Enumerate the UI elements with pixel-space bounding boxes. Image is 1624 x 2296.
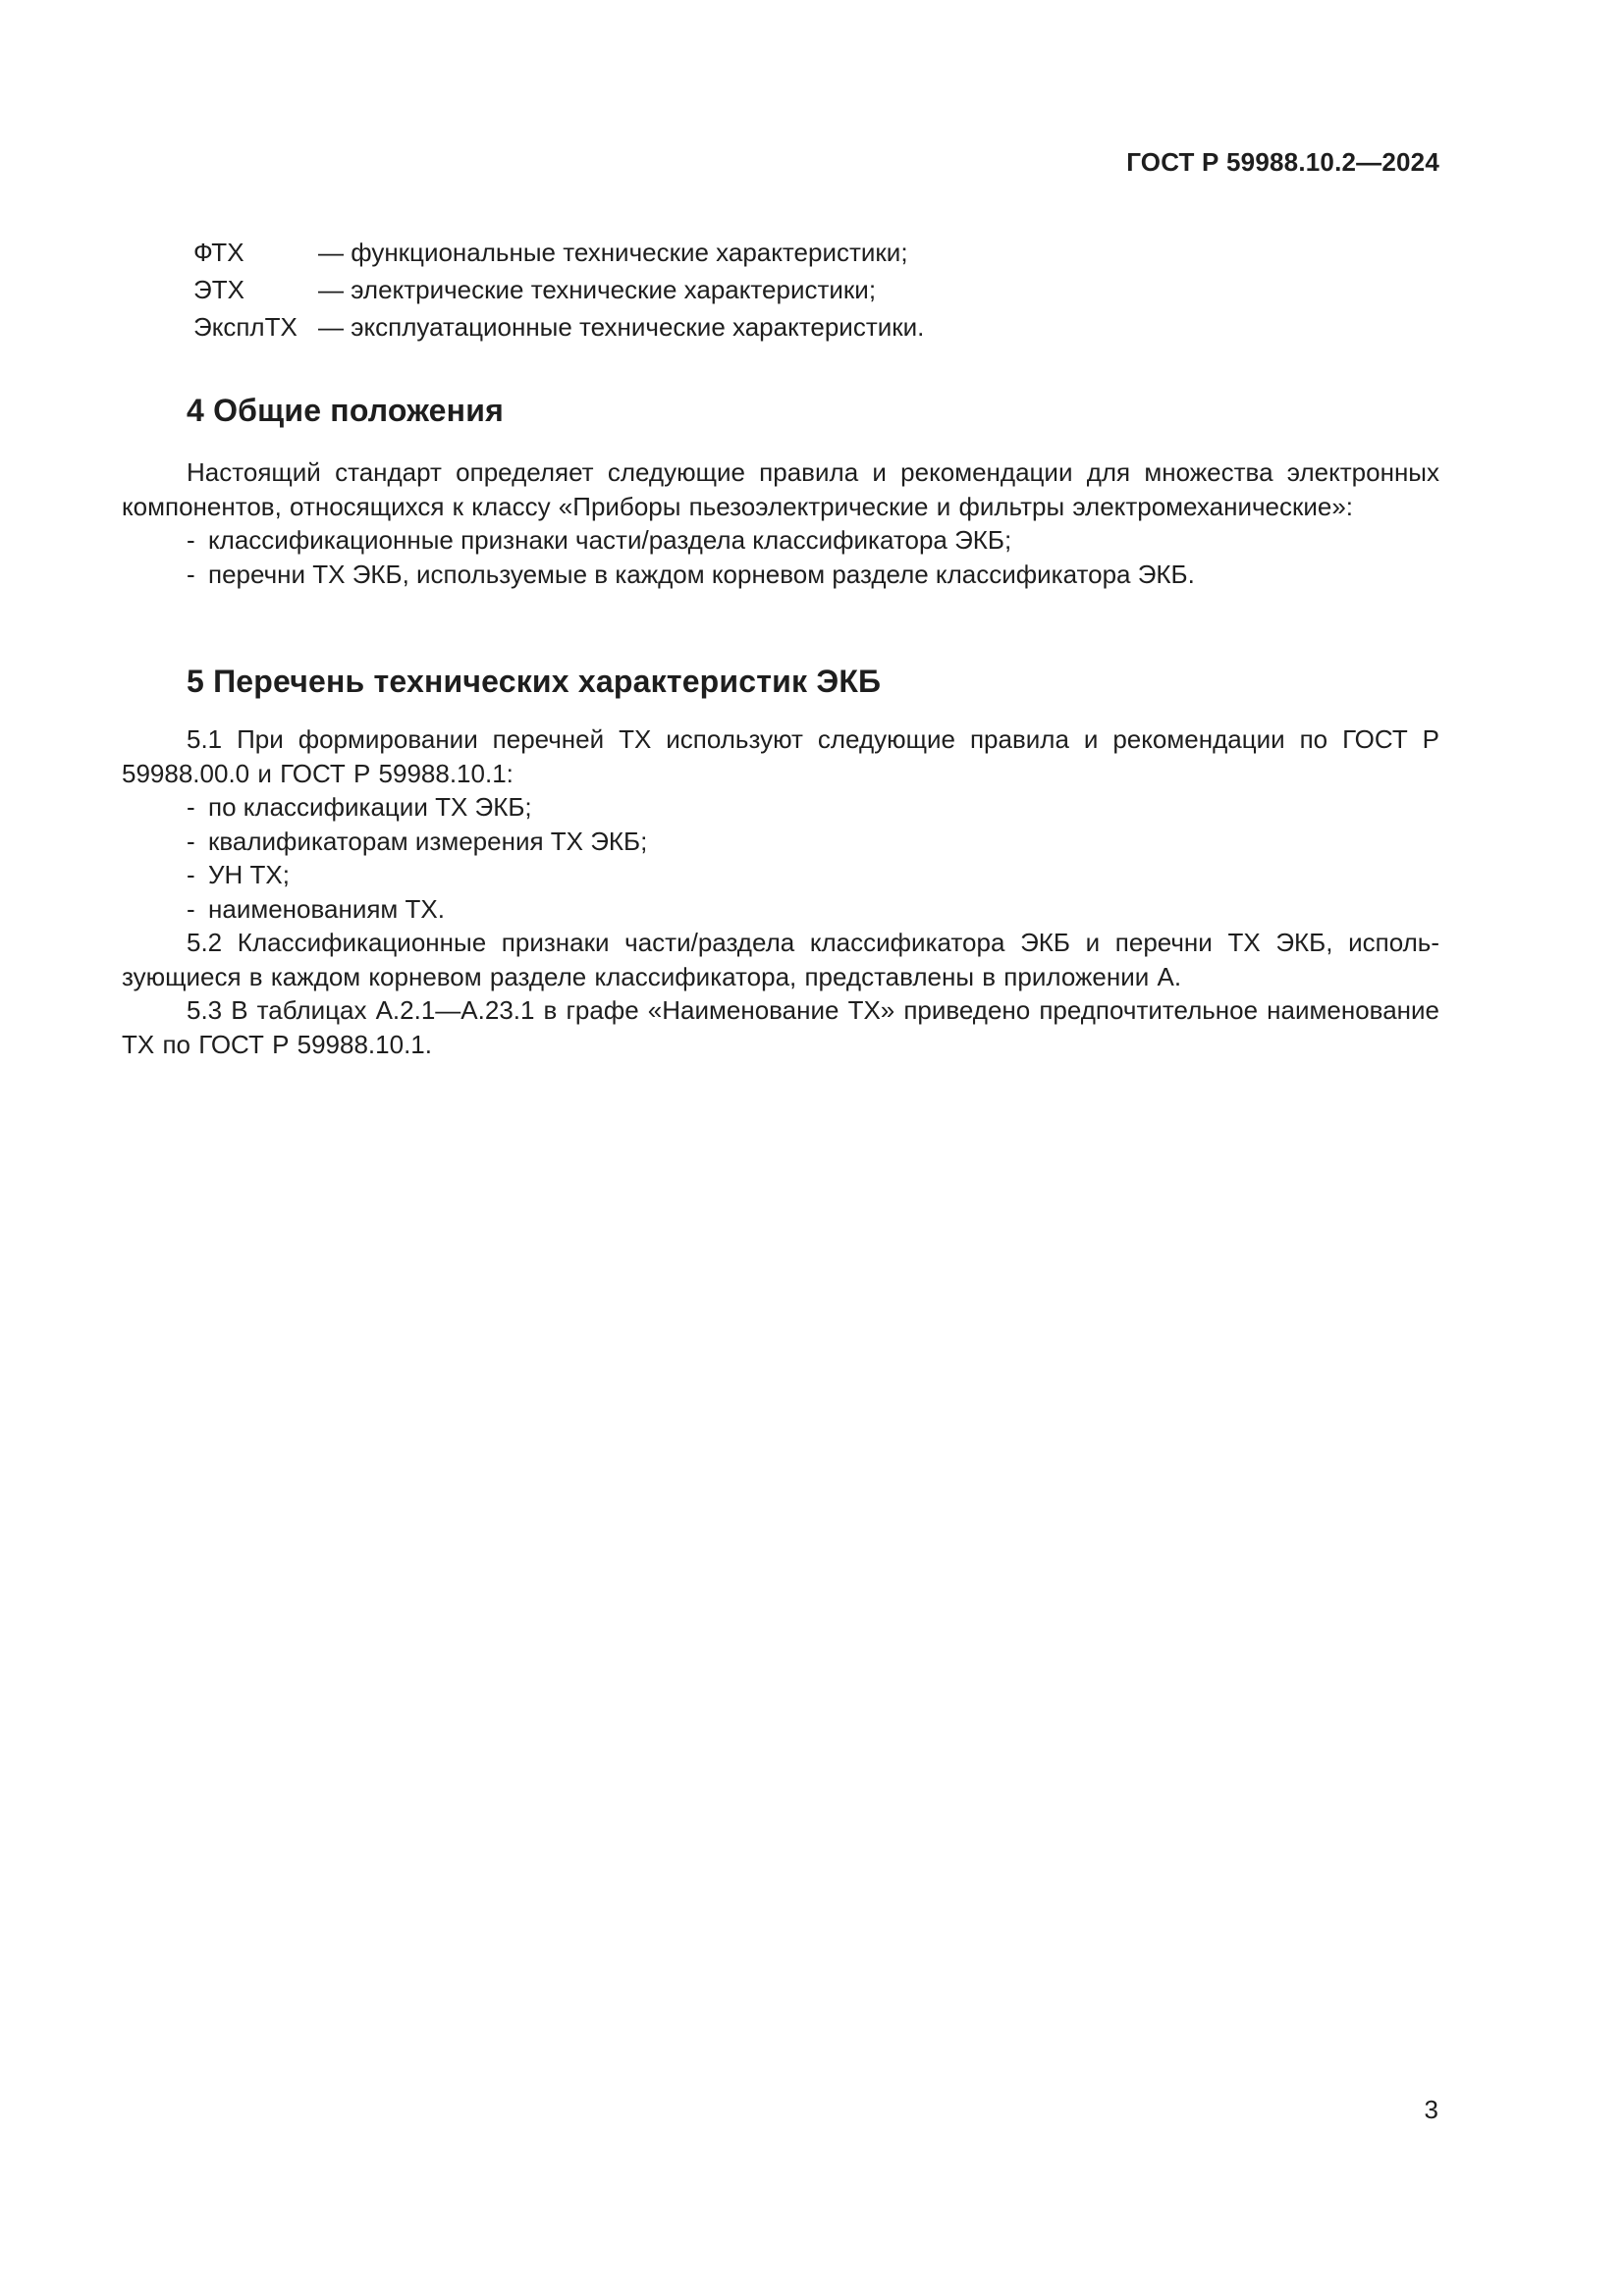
section-4-paragraph: Настоящий стандарт определяет следующие правила и рекомендации для множества электронных компонентов, относящихся к классу «Приборы пьезоэлектрические и фильтры электромеханические»: bbox=[122, 457, 1439, 521]
abbreviation-definition: — электрические технические характеристики; bbox=[318, 275, 877, 304]
paragraph-5-2: 5.2 Классификационные признаки части/раздела классификатора ЭКБ и перечни ТХ ЭКБ, использующиеся в каждом корневом разделе классификатора, представлены в приложении А. bbox=[122, 928, 1439, 991]
abbreviation-row bbox=[193, 271, 924, 308]
abbreviation-term: ЭТХ bbox=[193, 275, 244, 304]
list-item: - УН ТХ; bbox=[187, 860, 290, 889]
section-4-title: 4 Общие положения bbox=[187, 393, 504, 428]
list-item: - перечни ТХ ЭКБ, используемые в каждом корневом разделе классификатора ЭКБ. bbox=[187, 559, 1195, 589]
list-item-text: классификационные признаки части/раздела классификатора ЭКБ; bbox=[208, 525, 1012, 555]
abbreviation-row bbox=[193, 234, 924, 271]
list-item: - квалификаторам измерения ТХ ЭКБ; bbox=[187, 826, 648, 856]
abbreviation-row bbox=[193, 308, 924, 346]
list-item: - по классификации ТХ ЭКБ; bbox=[187, 792, 532, 822]
paragraph-5-3: 5.3 В таблицах А.2.1—А.23.1 в графе «Наименование ТХ» приведено предпочтительное наименование ТХ по ГОСТ Р 59988.10.1. bbox=[122, 995, 1439, 1059]
paragraph-5-1: 5.1 При формировании перечней ТХ используют следующие правила и рекомендации по ГОСТ Р 59988.00.0 и ГОСТ Р 59988.10.1: bbox=[122, 724, 1439, 788]
section-5-body bbox=[122, 722, 1439, 1061]
list-item-text: УН ТХ; bbox=[208, 860, 290, 889]
section-5-title: 5 Перечень технических характеристик ЭКБ bbox=[187, 664, 882, 699]
list-item: - классификационные признаки части/раздела классификатора ЭКБ; bbox=[187, 525, 1012, 555]
abbreviation-term: ФТХ bbox=[193, 238, 244, 267]
abbreviation-term: ЭксплТХ bbox=[193, 312, 298, 342]
section-4-body bbox=[122, 455, 1439, 591]
list-item-text: по классификации ТХ ЭКБ; bbox=[208, 792, 532, 822]
abbreviation-definition: — функциональные технические характеристики; bbox=[318, 238, 908, 267]
abbreviation-list bbox=[193, 234, 924, 346]
list-item-text: перечни ТХ ЭКБ, используемые в каждом корневом разделе классификатора ЭКБ. bbox=[208, 559, 1195, 589]
document-code-header: ГОСТ Р 59988.10.2—2024 bbox=[1126, 147, 1439, 177]
page-number: 3 bbox=[1424, 2095, 1438, 2124]
abbreviation-definition: — эксплуатационные технические характеристики. bbox=[318, 312, 925, 342]
list-item-text: наименованиям ТХ. bbox=[208, 893, 445, 924]
list-item-text: квалификаторам измерения ТХ ЭКБ; bbox=[208, 826, 648, 856]
list-item: - наименованиям ТХ. bbox=[187, 893, 445, 924]
